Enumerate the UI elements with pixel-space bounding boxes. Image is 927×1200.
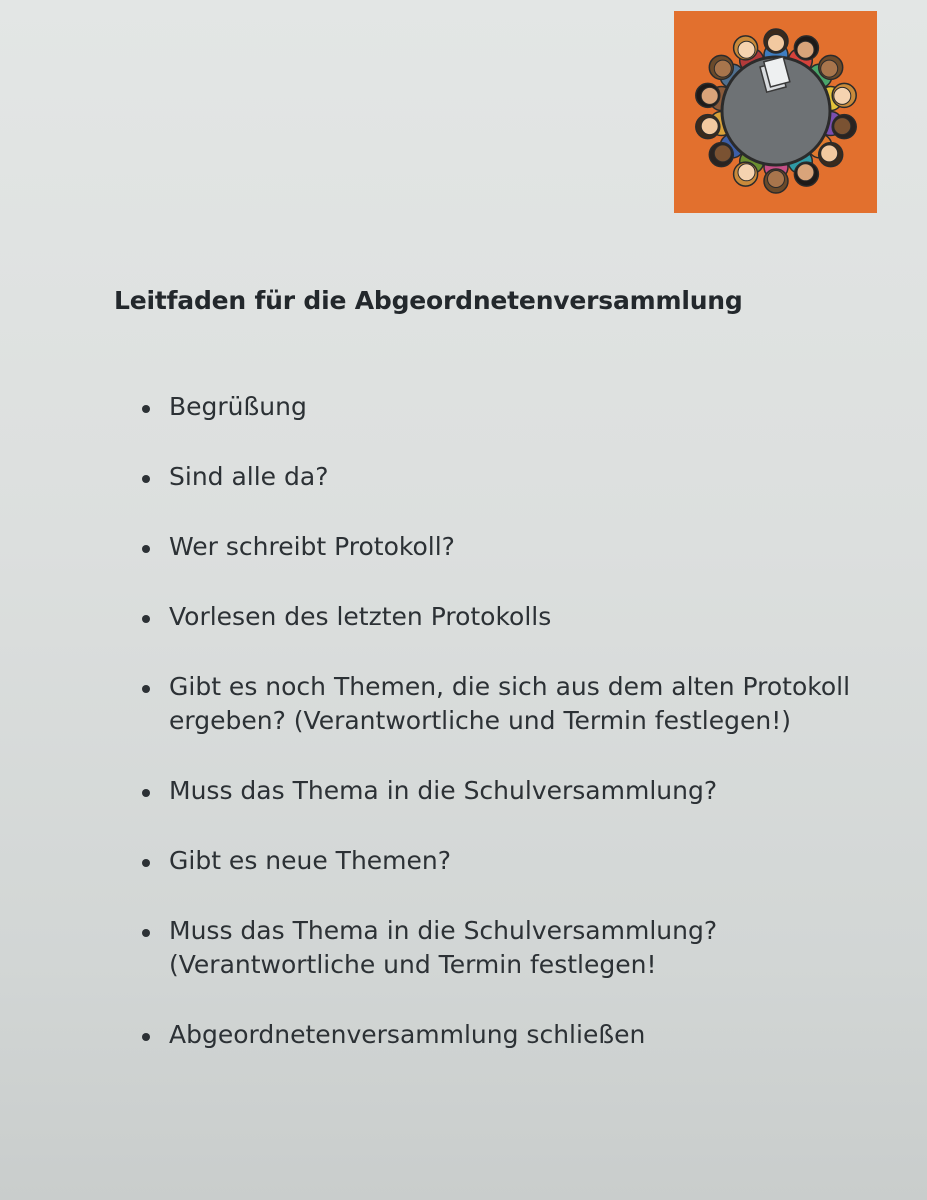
bullet-icon xyxy=(142,545,150,553)
list-item-text: Gibt es neue Themen? xyxy=(169,846,452,875)
people-around-table-icon xyxy=(674,11,877,213)
list-item-text: Sind alle da? xyxy=(169,462,329,491)
list-item-text: Gibt es noch Themen, die sich aus dem alten Protokoll ergeben? (Verantwortliche und Termin festlegen!) xyxy=(169,672,851,735)
list-item-text: Muss das Thema in die Schulversammlung? (Verantwortliche und Termin festlegen! xyxy=(169,916,718,979)
bullet-icon xyxy=(142,405,150,413)
list-item-text: Vorlesen des letzten Protokolls xyxy=(169,602,552,631)
list-item xyxy=(140,670,860,738)
list-item xyxy=(140,600,860,634)
page-title: Leitfaden für die Abgeordnetenversammlung xyxy=(114,286,743,315)
bullet-icon xyxy=(142,475,150,483)
list-item-text: Wer schreibt Protokoll? xyxy=(169,532,455,561)
list-item xyxy=(140,844,860,878)
list-item xyxy=(140,914,860,982)
list-item xyxy=(140,460,860,494)
list-item-text: Begrüßung xyxy=(169,392,307,421)
bullet-icon xyxy=(142,615,150,623)
bullet-icon xyxy=(142,685,150,693)
list-item xyxy=(140,390,860,424)
list-item xyxy=(140,530,860,564)
bullet-icon xyxy=(142,929,150,937)
bullet-icon xyxy=(142,789,150,797)
agenda-list xyxy=(140,390,860,1088)
list-item xyxy=(140,1018,860,1052)
list-item-text: Abgeordnetenversammlung schließen xyxy=(169,1020,646,1049)
bullet-icon xyxy=(142,1033,150,1041)
list-item xyxy=(140,774,860,808)
list-item-text: Muss das Thema in die Schulversammlung? xyxy=(169,776,718,805)
bullet-icon xyxy=(142,859,150,867)
